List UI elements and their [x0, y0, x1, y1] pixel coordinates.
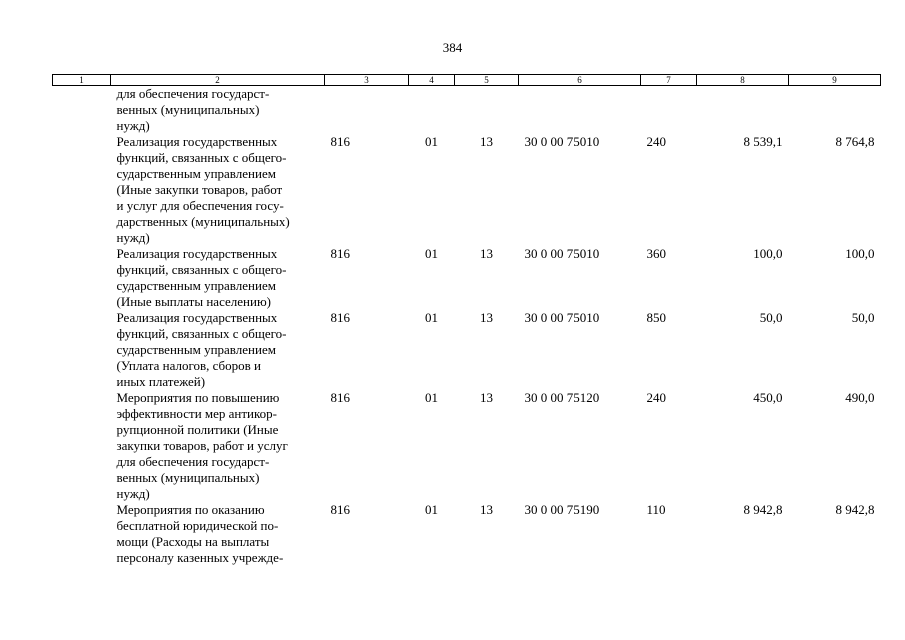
- section-code: 01: [425, 310, 438, 325]
- amount-year-2: 8 942,8: [835, 502, 875, 517]
- subsection-code: 13: [480, 134, 493, 149]
- description-line: мощи (Расходы на выплаты: [116, 534, 270, 549]
- column-number: 8: [697, 75, 789, 86]
- description-line: рупционной политики (Иные: [116, 422, 279, 437]
- target-article-code: [519, 86, 641, 135]
- expense-type-code: 360: [646, 246, 666, 261]
- amount-year-1: 100,0: [753, 246, 783, 261]
- description-line: (Иные закупки товаров, работ: [116, 182, 283, 197]
- column-number: 9: [789, 75, 881, 86]
- expense-type-code: 850: [646, 310, 666, 325]
- amount-year-2: [789, 86, 881, 135]
- description-line: сударственным управлением: [116, 166, 276, 181]
- ministry-code: 816: [330, 390, 350, 405]
- description-line: Реализация государственных: [116, 134, 278, 149]
- description-line: венных (муниципальных): [116, 102, 260, 117]
- expense-type-code: 240: [646, 134, 666, 149]
- page-number: 384: [442, 40, 463, 55]
- amount-year-1: [697, 86, 789, 135]
- target-article-code: 30 0 00 75010: [524, 310, 600, 325]
- row-description: [111, 390, 325, 502]
- section-code: 01: [425, 502, 438, 517]
- row-description: [111, 502, 325, 566]
- ministry-code: 816: [330, 134, 350, 149]
- section-code: [409, 86, 455, 135]
- description-line: персоналу казенных учрежде-: [116, 550, 284, 565]
- description-line: для обеспечения государст-: [116, 454, 270, 469]
- expense-type-code: 240: [646, 390, 666, 405]
- table-row: [53, 310, 881, 390]
- target-article-code: 30 0 00 75010: [524, 134, 600, 149]
- column-number: 1: [53, 75, 111, 86]
- row-description: [111, 86, 325, 135]
- column-number: 5: [455, 75, 519, 86]
- amount-year-2: 8 764,8: [835, 134, 875, 149]
- column-number: 4: [409, 75, 455, 86]
- table-body: [53, 86, 881, 567]
- column-number-row: [53, 75, 881, 86]
- description-line: Реализация государственных: [116, 310, 278, 325]
- description-line: бесплатной юридической по-: [116, 518, 279, 533]
- target-article-code: 30 0 00 75190: [524, 502, 600, 517]
- subsection-code: [455, 86, 519, 135]
- subsection-code: 13: [480, 390, 493, 405]
- description-line: функций, связанных с общего-: [116, 262, 287, 277]
- description-line: сударственным управлением: [116, 278, 276, 293]
- cell-col-1: [53, 390, 111, 502]
- amount-year-1: 8 942,8: [743, 502, 783, 517]
- row-description: [111, 310, 325, 390]
- target-article-code: 30 0 00 75010: [524, 246, 600, 261]
- description-line: закупки товаров, работ и услуг: [116, 438, 288, 453]
- description-line: для обеспечения государст-: [116, 86, 270, 101]
- description-line: нужд): [116, 486, 150, 501]
- table-row: [53, 390, 881, 502]
- row-description: [111, 246, 325, 310]
- amount-year-2: 50,0: [851, 310, 875, 325]
- description-line: функций, связанных с общего-: [116, 150, 287, 165]
- description-line: венных (муниципальных): [116, 470, 260, 485]
- ministry-code: 816: [330, 246, 350, 261]
- ministry-code: 816: [330, 502, 350, 517]
- cell-col-1: [53, 86, 111, 135]
- amount-year-2: 490,0: [845, 390, 875, 405]
- subsection-code: 13: [480, 310, 493, 325]
- expense-type-code: 110: [646, 502, 666, 517]
- subsection-code: 13: [480, 246, 493, 261]
- description-line: дарственных (муниципальных): [116, 214, 290, 229]
- description-line: (Иные выплаты населению): [116, 294, 271, 309]
- description-line: нужд): [116, 118, 150, 133]
- table-row: [53, 502, 881, 566]
- amount-year-1: 450,0: [753, 390, 783, 405]
- budget-table: [52, 74, 881, 566]
- table-row: [53, 86, 881, 135]
- row-description: [111, 134, 325, 246]
- description-line: сударственным управлением: [116, 342, 276, 357]
- description-line: Мероприятия по оказанию: [116, 502, 265, 517]
- section-code: 01: [425, 134, 438, 149]
- description-line: эффективности мер антикор-: [116, 406, 278, 421]
- column-number: 3: [325, 75, 409, 86]
- section-code: 01: [425, 390, 438, 405]
- column-number: 7: [641, 75, 697, 86]
- amount-year-2: 100,0: [845, 246, 875, 261]
- description-line: функций, связанных с общего-: [116, 326, 287, 341]
- table-row: [53, 134, 881, 246]
- section-code: 01: [425, 246, 438, 261]
- ministry-code: 816: [330, 310, 350, 325]
- column-number: 6: [519, 75, 641, 86]
- description-line: нужд): [116, 230, 150, 245]
- description-line: и услуг для обеспечения госу-: [116, 198, 284, 213]
- cell-col-1: [53, 310, 111, 390]
- expense-type-code: [641, 86, 697, 135]
- cell-col-1: [53, 246, 111, 310]
- description-line: (Уплата налогов, сборов и: [116, 358, 261, 373]
- subsection-code: 13: [480, 502, 493, 517]
- column-number: 2: [111, 75, 325, 86]
- amount-year-1: 8 539,1: [743, 134, 783, 149]
- description-line: иных платежей): [116, 374, 206, 389]
- table-row: [53, 246, 881, 310]
- ministry-code: [325, 86, 409, 135]
- cell-col-1: [53, 502, 111, 566]
- description-line: Мероприятия по повышению: [116, 390, 280, 405]
- cell-col-1: [53, 134, 111, 246]
- target-article-code: 30 0 00 75120: [524, 390, 600, 405]
- amount-year-1: 50,0: [759, 310, 783, 325]
- description-line: Реализация государственных: [116, 246, 278, 261]
